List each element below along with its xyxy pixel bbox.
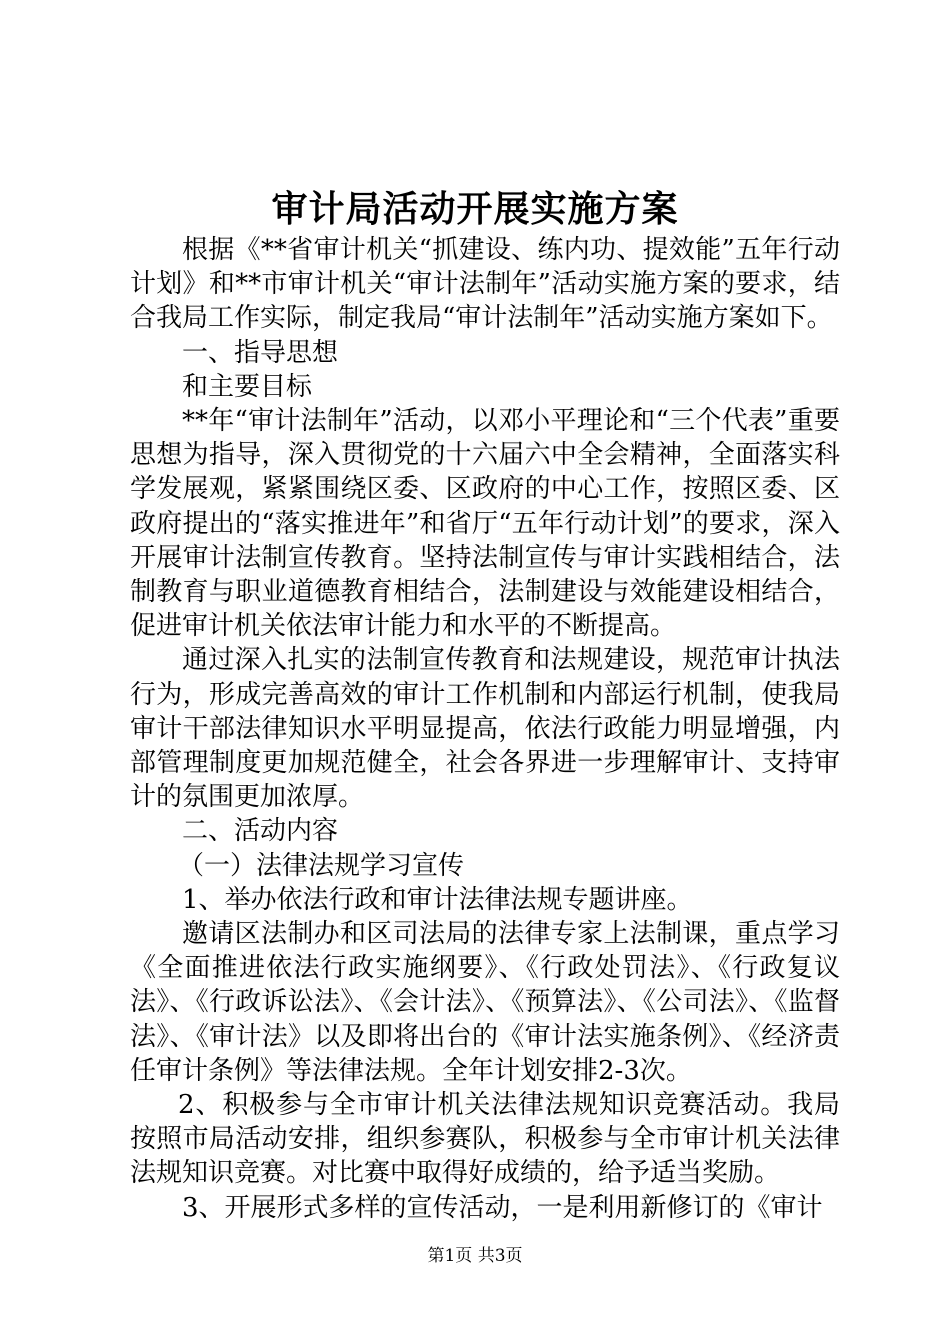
document-body — [130, 233, 840, 1225]
document-title: 审计局活动开展实施方案 — [271, 188, 679, 230]
heading-guiding-thought: 一、指导思想 — [182, 337, 339, 368]
heading-law-study: （一）法律法规学习宣传 — [178, 850, 465, 881]
paragraph-intro: 根据《**省审计机关“抓建设、练内功、提效能”五年行动计划》和**市审计机关“审计法制年”活动实施方案的要求，结合我局工作实际，制定我局“审计法制年”活动实施方案如下。 — [130, 235, 840, 334]
page-footer: 第1页 共3页 — [427, 1246, 523, 1266]
item-knowledge-contest: 2、积极参与全市审计机关法律法规知识竞赛活动。我局按照市局活动安排，组织参赛队，积极参与全市审计机关法律法规知识竞赛。对比赛中取得好成绩的，给予适当奖励。 — [130, 1090, 840, 1189]
item-publicity-activities: 3、开展形式多样的宣传活动，一是利用新修订的《审计 — [182, 1192, 823, 1223]
paragraph-lectures-detail: 邀请区法制办和区司法局的法律专家上法制课，重点学习《全面推进依法行政实施纲要》、《行政处罚法》、《行政复议法》、《行政诉讼法》、《会计法》、《预算法》、《公司法》、《监督法》、《审计法》以及即将出台的《审计法实施条例》、《经济责任审计条例》等法律法规。全年计划安排2-3次。 — [130, 919, 840, 1086]
heading-main-goals: 和主要目标 — [182, 371, 313, 402]
paragraph-goals-content: 通过深入扎实的法制宣传教育和法规建设，规范审计执法行为，形成完善高效的审计工作机制和内部运行机制，使我局审计干部法律知识水平明显提高，依法行政能力明显增强，内部管理制度更加规范健全，社会各界进一步理解审计、支持审计的氛围更加浓厚。 — [130, 645, 840, 813]
heading-activity-content: 二、活动内容 — [182, 816, 339, 847]
item-lectures: 1、举办依法行政和审计法律法规专题讲座。 — [182, 884, 693, 915]
paragraph-guiding-content: **年“审计法制年”活动，以邓小平理论和“三个代表”重要思想为指导，深入贯彻党的十六届六中全会精神，全面落实科学发展观，紧紧围绕区委、区政府的中心工作，按照区委、区政府提出的“落实推进年”和省厅“五年行动计划”的要求，深入开展审计法制宣传教育。坚持法制宣传与审计实践相结合，法制教育与职业道德教育相结合，法制建设与效能建设相结合，促进审计机关依法审计能力和水平的不断提高。 — [130, 406, 840, 642]
